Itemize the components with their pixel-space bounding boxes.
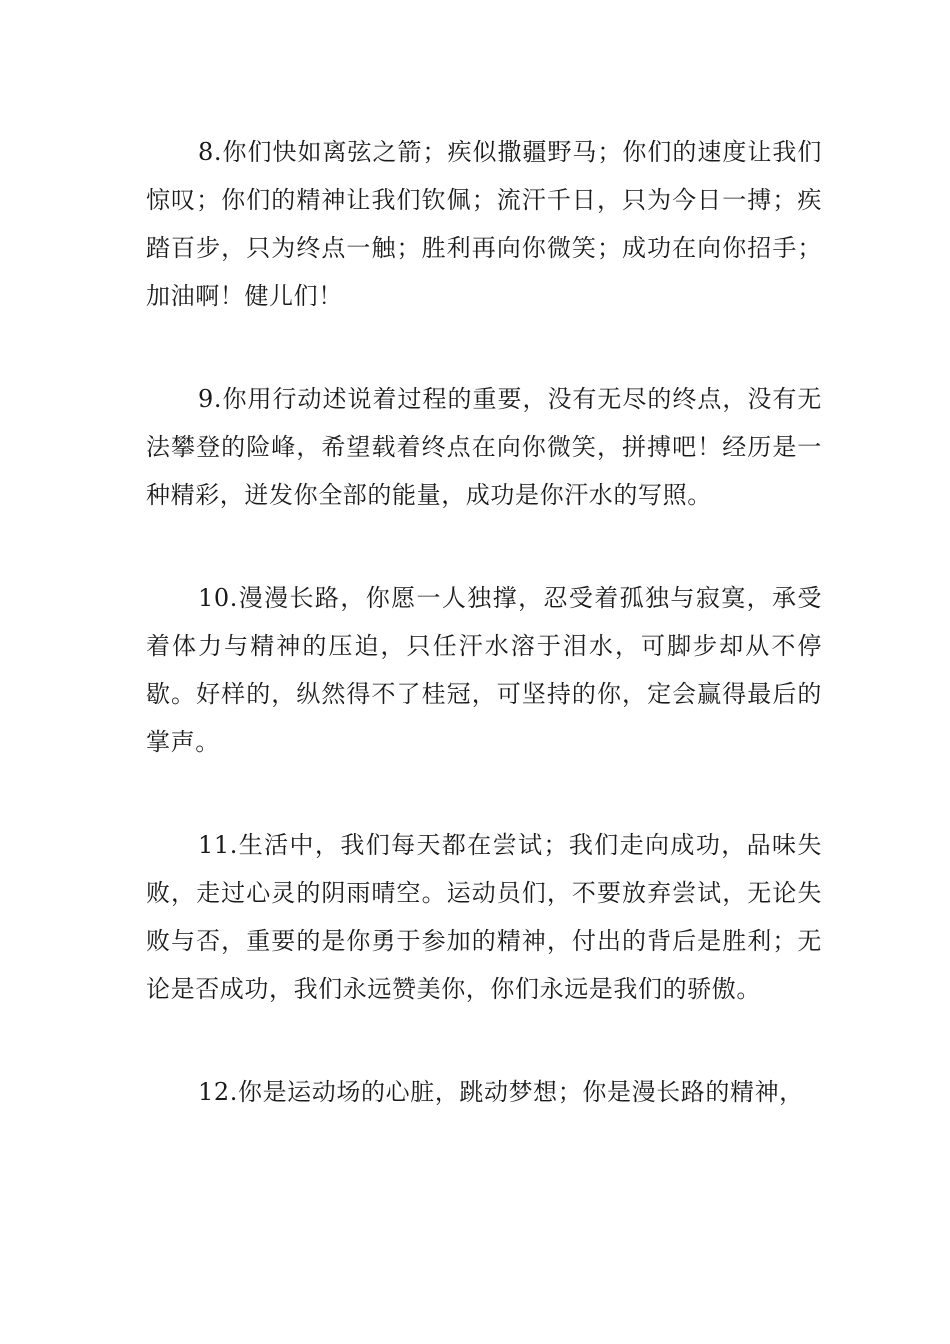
paragraph-12: 12.你是运动场的心脏，跳动梦想；你是漫长路的精神， bbox=[198, 1078, 804, 1106]
paragraph-10: 10.漫漫长路，你愿一人独撑，忍受着孤独与寂寞，承受着体力与精神的压迫，只任汗水溶于泪水，可脚步却从不停歇。好样的，纵然得不了桂冠，可坚持的你，定会赢得最后的掌声。 bbox=[146, 584, 822, 756]
paragraph-11: 11.生活中，我们每天都在尝试；我们走向成功，品味失败，走过心灵的阴雨晴空。运动员们，不要放弃尝试，无论失败与否，重要的是你勇于参加的精神，付出的背后是胜利；无论是否成功，我们永远赞美你，你们永远是我们的骄傲。 bbox=[146, 831, 822, 1003]
paragraph-8: 8.你们快如离弦之箭；疾似撒疆野马；你们的速度让我们惊叹；你们的精神让我们钦佩；流汗千日，只为今日一搏；疾踏百步，只为终点一触；胜利再向你微笑；成功在向你招手；加油啊！健儿们！ bbox=[146, 138, 822, 310]
document-body bbox=[146, 128, 822, 1116]
paragraph-9: 9.你用行动述说着过程的重要，没有无尽的终点，没有无法攀登的险峰，希望载着终点在向你微笑，拼搏吧！经历是一种精彩，迸发你全部的能量，成功是你汗水的写照。 bbox=[146, 385, 822, 509]
